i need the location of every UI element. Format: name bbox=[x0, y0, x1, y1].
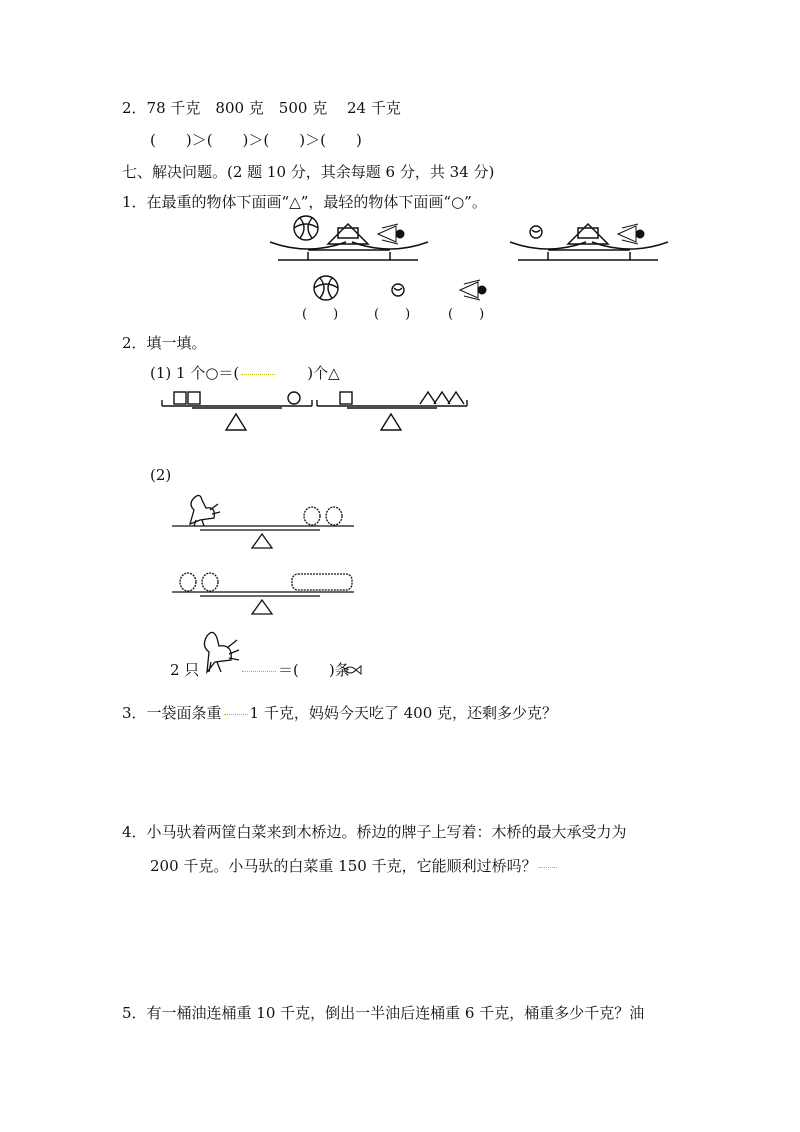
fish-icon bbox=[292, 574, 352, 590]
problem-3-text-a: 3．一袋面条重 bbox=[122, 704, 222, 722]
problem-2-sub1-label bbox=[150, 363, 340, 383]
answer-blank[interactable] bbox=[539, 867, 557, 868]
problem-1-answer-slot[interactable]: ( ) bbox=[302, 307, 339, 322]
problem-5-line1: 5．有一桶油连桶重 10 千克，倒出一半油后连桶重 6 千克，桶重多少千克？油 bbox=[122, 1004, 645, 1022]
problem-3 bbox=[122, 703, 557, 723]
chick-icon bbox=[180, 573, 218, 591]
problem-4-line1: 4．小马驮着两筐白菜来到木桥边。桥边的牌子上写着：木桥的最大承受力为 bbox=[122, 823, 627, 841]
section-heading: 七、解决问题。(2 题 10 分，其余每题 6 分，共 34 分) bbox=[122, 163, 495, 181]
problem-4-line2-text: 200 千克。小马驮的白菜重 150 千克，它能顺利过桥吗？ bbox=[150, 857, 537, 875]
q2-blanks-line: ( )＞( )＞( )＞( ) bbox=[150, 131, 362, 149]
problem-2-final-prefix: 2 只 bbox=[170, 661, 200, 679]
problem-4-line2 bbox=[150, 856, 559, 876]
rooster-icon bbox=[190, 495, 220, 526]
ping-pong-ball-icon bbox=[530, 226, 542, 238]
rooster-icon bbox=[195, 628, 241, 676]
answer-blank[interactable] bbox=[241, 374, 275, 375]
ping-pong-ball-icon bbox=[392, 284, 404, 296]
shuttlecock-icon bbox=[378, 224, 404, 244]
problem-2-sub2-label: (2) bbox=[150, 466, 172, 484]
problem-3-text-b: 1 千克，妈妈今天吃了 400 克，还剩多少克？ bbox=[249, 704, 558, 722]
problem-1-answer-slot[interactable]: ( ) bbox=[374, 307, 411, 322]
shape-balance-figure bbox=[162, 386, 472, 436]
chick-icon bbox=[304, 507, 342, 525]
animal-balance-figure bbox=[170, 490, 370, 615]
problem-1-answer-slot[interactable]: ( ) bbox=[448, 307, 485, 322]
sub1-label-before: (1) 1 个○＝( bbox=[150, 364, 240, 382]
volleyball-icon bbox=[314, 276, 338, 300]
volleyball-icon bbox=[294, 216, 318, 240]
final-mid: ＝( )条 bbox=[278, 661, 350, 679]
q2-items-line: 2．78 千克 800 克 500 克 24 千克 bbox=[122, 99, 401, 117]
sub1-label-after: )个△ bbox=[307, 364, 340, 382]
problem-2-title: 2．填一填。 bbox=[122, 334, 207, 352]
shuttlecock-icon bbox=[618, 224, 644, 244]
problem-1-prompt: 1．在最重的物体下面画“△”，最轻的物体下面画“○”。 bbox=[122, 193, 487, 211]
fish-icon bbox=[342, 664, 362, 676]
shuttlecock-icon bbox=[460, 280, 486, 300]
answer-blank[interactable] bbox=[224, 714, 248, 715]
answer-blank[interactable] bbox=[242, 671, 276, 672]
problem-2-final-line bbox=[240, 660, 350, 680]
